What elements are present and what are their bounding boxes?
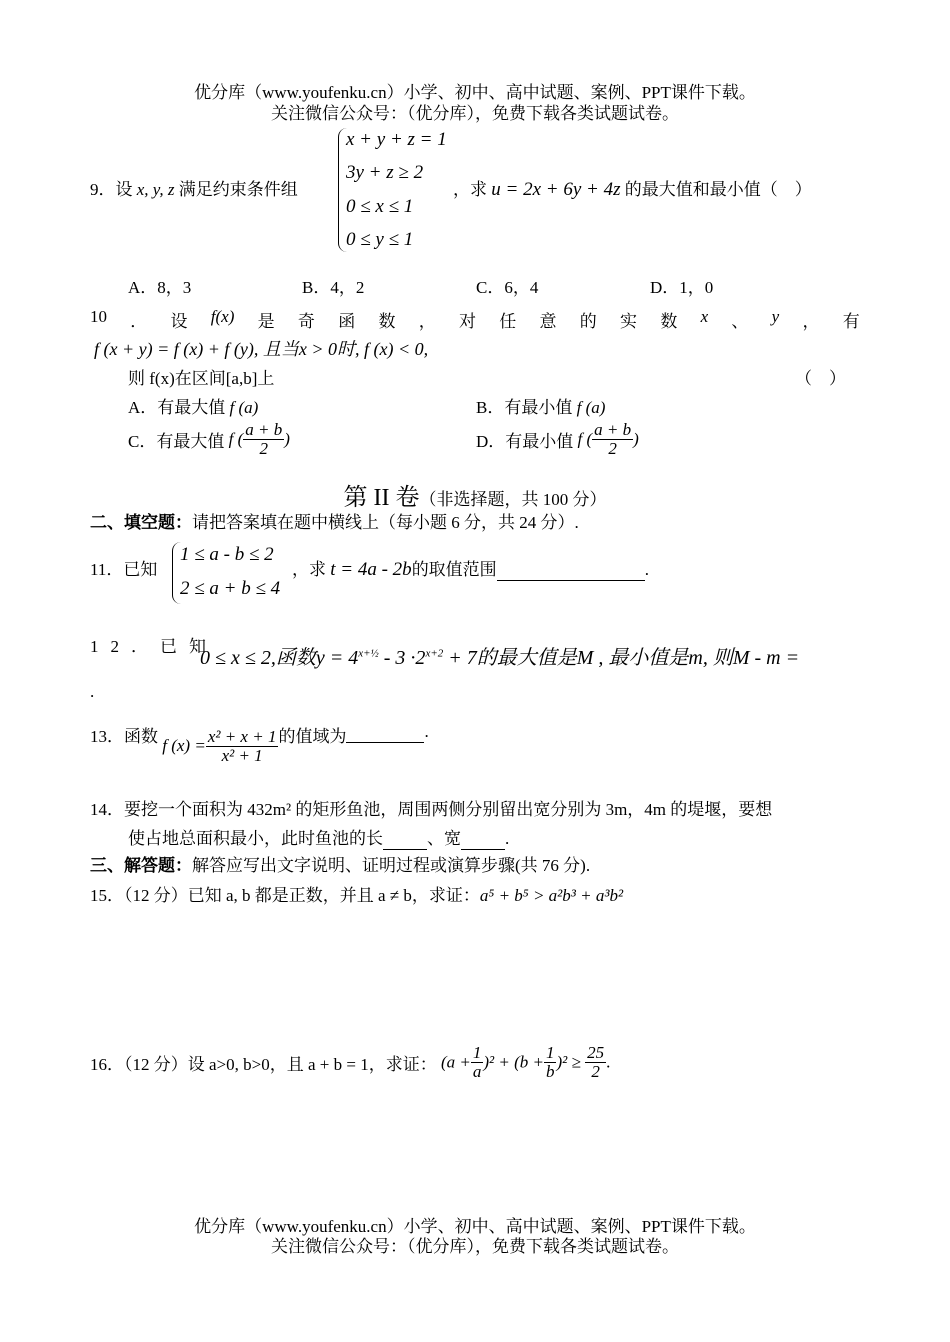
q10-option-c-fraction: [243, 421, 284, 458]
part2-heading: [0, 477, 950, 512]
q10-option-b: [476, 393, 605, 418]
q10-paren: （ ）: [795, 369, 846, 388]
q11-ask: ，求: [292, 560, 326, 579]
q14-width-blank[interactable]: [461, 829, 505, 850]
q11-expr: t = 4a - 2b: [330, 559, 412, 580]
q16-frac-1-num: 1: [472, 1043, 482, 1062]
q9-option-a: A．8，3: [128, 278, 192, 297]
q13-fraction: [206, 728, 279, 765]
q10-w14: 数: [660, 312, 678, 331]
q11-answer-blank[interactable]: [497, 560, 645, 581]
q11-ineq-2: 2 ≤ a + b ≤ 4: [180, 578, 281, 599]
q10-line-1: [90, 307, 860, 332]
section3-line: [90, 851, 590, 876]
q16-frac-1-den: a: [472, 1061, 482, 1081]
q12-range: 0 ≤ x ≤ 2,函数y = 4: [200, 647, 359, 669]
q16-frac-2-den: b: [545, 1061, 555, 1081]
footer-line-1: 优分库（www.youfenku.cn）小学、初中、高中试题、案例、PPT课件下载。: [194, 1217, 756, 1236]
q12-tail: + 7的最大值是M , 最小值是m, 则M - m =: [443, 647, 800, 669]
q12-prefix: 12．已知: [90, 637, 218, 656]
q9-option-b: B．4，2: [302, 278, 365, 297]
q10-w16: 、: [731, 312, 749, 331]
q14-length-blank[interactable]: [383, 829, 427, 850]
q10-option-a-label: A．有最大值: [128, 398, 226, 417]
q16-expr-a: (a +: [440, 1052, 471, 1072]
q10-option-d-close: ): [633, 429, 639, 449]
q11-suffix: 的取值范围: [411, 560, 497, 579]
q9-constraint-1: x + y + z = 1: [346, 129, 447, 150]
q13-line: [90, 722, 429, 765]
q9-tail: [453, 175, 812, 201]
q9-vars: x, y, z: [136, 180, 175, 199]
q9-expr: u = 2x + 6y + 4z: [491, 179, 621, 200]
q10-line-3: 则 f(x)在区间[a,b]上: [128, 369, 275, 388]
q10-w12: 的: [579, 312, 597, 331]
q10-w1: ．: [130, 312, 148, 331]
q10-option-b-label: B．有最小值: [476, 398, 573, 417]
footer-line-2: 关注微信公众号：（优分库），免费下载各类试题试卷。: [271, 1237, 679, 1256]
q10-option-d-label: D．有最小值: [476, 431, 574, 451]
q10-option-c-den: 2: [259, 438, 268, 458]
q13-end: .: [424, 722, 429, 741]
q9-suffix: 的最大值和最小值（ ）: [624, 180, 812, 199]
q16-end: .: [606, 1052, 611, 1072]
q10-w19: 有: [842, 312, 860, 331]
q9-option-d: D．1，0: [650, 278, 714, 297]
q10-option-d-den: 2: [608, 438, 617, 458]
q15-expr: a⁵ + b⁵ > a²b³ + a³b²: [479, 886, 624, 905]
q12-mid: - 3 ·2: [378, 647, 426, 669]
q13-answer-blank[interactable]: [346, 722, 424, 743]
section3-text: 解答应写出文字说明、证明过程或演算步骤(共 76 分).: [192, 856, 591, 875]
q12-exp-2: x+2: [425, 647, 444, 660]
q10-w15: x: [700, 307, 709, 326]
q10-w0: 10: [90, 307, 107, 326]
q10-option-c-f: f (: [228, 429, 244, 449]
q10-option-b-value: f (a): [576, 398, 606, 417]
q10-w8: ，: [418, 312, 436, 331]
q10-w4: 是: [257, 312, 275, 331]
q10-option-d-num: a + b: [594, 420, 632, 439]
q14-line-1: 14．要挖一个面积为 432m² 的矩形鱼池，周围两侧分别留出宽分别为 3m，4m 的堤堰，要想: [90, 800, 773, 819]
q16-frac-1: [471, 1044, 484, 1081]
q13-num: x² + x + 1: [207, 727, 277, 746]
q9-label: 9．设: [90, 180, 133, 199]
section2-heading: 二、填空题：: [90, 513, 192, 532]
q13-lhs: f (x) =: [162, 736, 206, 756]
q10-option-c: [128, 421, 290, 458]
q10-w17: y: [771, 307, 780, 326]
section2-line: [90, 508, 579, 533]
q16-frac-2-num: 1: [545, 1043, 555, 1062]
q12-end: .: [90, 682, 95, 701]
q10-option-c-label: C．有最大值: [128, 431, 225, 451]
q10-w10: 任: [499, 312, 517, 331]
q16-expr-b: )² + (b +: [483, 1052, 544, 1072]
q10-option-a: [128, 393, 258, 418]
q14-line-2: [128, 824, 509, 850]
q9-ask: ，求: [453, 180, 487, 199]
q11-ineq-1: 1 ≤ a - b ≤ 2: [180, 544, 274, 565]
q16-expr-c: )² ≥: [556, 1052, 581, 1072]
q9-constraint-2: 3y + z ≥ 2: [346, 162, 424, 183]
section3-heading: 三、解答题：: [90, 856, 192, 875]
q12-exp-1: x+½: [358, 647, 379, 660]
q10-w13: 实: [620, 312, 638, 331]
q9-option-c: C．6，4: [476, 278, 539, 297]
q10-line-2: f (x + y) = f (x) + f (y), 且当x > 0时, f (x) < 0,: [94, 339, 429, 359]
q13-suffix: 的值域为: [278, 727, 347, 746]
q10-w2: 设: [170, 312, 188, 331]
q11-prefix: 11．已知: [90, 560, 158, 579]
q13-prefix: 13．函数: [90, 727, 158, 746]
q10-option-c-close: ): [284, 429, 290, 449]
q12-expression: [200, 641, 799, 670]
q11-end: .: [644, 560, 649, 579]
q10-w7: 数: [378, 312, 396, 331]
q16-frac-3-den: 2: [591, 1061, 600, 1081]
q16-text: 16．（12 分）设 a>0, b>0，且 a + b = 1，求证：: [90, 1054, 437, 1074]
part2-title: 第 II 卷: [343, 485, 420, 511]
q14-line-2a: 使占地总面积最小，此时鱼池的长: [128, 829, 383, 848]
q16-frac-2: [544, 1044, 557, 1081]
q9-constraint-4: 0 ≤ y ≤ 1: [346, 229, 414, 250]
q9-constraint-3: 0 ≤ x ≤ 1: [346, 196, 414, 217]
q14-end: .: [505, 829, 510, 848]
q10-w3: f(x): [210, 307, 235, 326]
q15-text: 15．（12 分）已知 a, b 都是正数，并且 a ≠ b，求证：: [90, 886, 480, 905]
q11-tail: [292, 555, 649, 581]
q13-den: x² + 1: [221, 745, 263, 765]
q10-option-d: [476, 421, 639, 458]
q10-w5: 奇: [297, 312, 315, 331]
q16-line: [90, 1044, 610, 1081]
part2-subtitle: （非选择题，共 100 分）: [419, 490, 607, 509]
q16-frac-3-num: 25: [587, 1043, 605, 1062]
header-line-2: 关注微信公众号：（优分库），免费下载各类试题试卷。: [271, 104, 679, 123]
q10-option-d-fraction: [592, 421, 633, 458]
q16-frac-3: [585, 1044, 606, 1081]
q9-prefix: [90, 175, 298, 200]
q15-line: [90, 881, 623, 906]
q10-option-a-value: f (a): [229, 398, 259, 417]
q10-w11: 意: [539, 312, 557, 331]
q9-mid: 满足约束条件组: [178, 180, 298, 199]
section2-text: 请把答案填在题中横线上（每小题 6 分，共 24 分）.: [192, 513, 579, 532]
q14-line-2b: 、宽: [427, 829, 461, 848]
q10-w6: 函: [338, 312, 356, 331]
header-line-1: 优分库（www.youfenku.cn）小学、初中、高中试题、案例、PPT课件下载。: [194, 83, 756, 102]
q10-w18: ，: [802, 312, 820, 331]
q10-option-d-f: f (: [577, 429, 593, 449]
q10-w9: 对: [458, 312, 476, 331]
q10-option-c-num: a + b: [245, 420, 283, 439]
